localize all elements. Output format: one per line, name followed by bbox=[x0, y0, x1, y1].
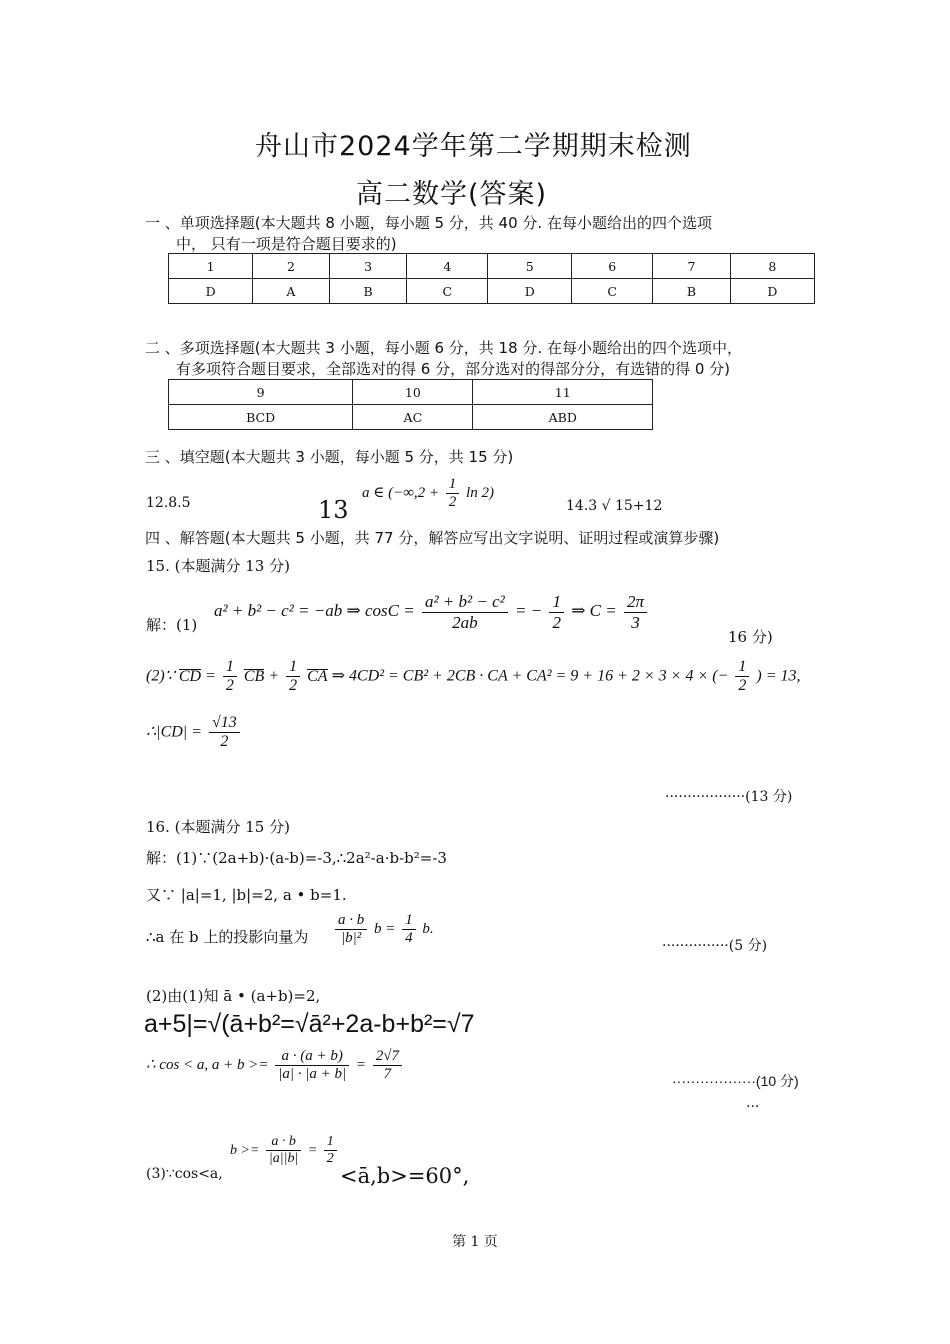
table-cell: 4 bbox=[407, 254, 488, 279]
page-subtitle: 高二数学(答案) bbox=[356, 179, 548, 210]
table-cell: C bbox=[407, 279, 488, 304]
q13-expr: a ∈ (−∞,2 + bbox=[362, 485, 440, 502]
table-cell: 9 bbox=[169, 380, 353, 405]
q12-answer: 12.8.5 bbox=[146, 495, 191, 511]
table-cell: 11 bbox=[473, 380, 653, 405]
q16-title: 16. (本题满分 15 分) bbox=[146, 818, 290, 836]
q16-line3-score: ···············(5 分) bbox=[662, 938, 768, 954]
q16-line7-tail: <ā,b>=60°, bbox=[340, 1164, 470, 1188]
q16-line5: a+5|=√(ā+b²=√ā²+2a-b+b²=√7 bbox=[144, 1010, 475, 1038]
section3-heading: 三 、填空题(本大题共 3 小题，每小题 5 分，共 15 分) bbox=[145, 448, 514, 466]
page-number: 第 1 页 bbox=[452, 1234, 498, 1250]
table-cell: D bbox=[730, 279, 814, 304]
q16-line4: (2)由(1)知 ā • (a+b)=2, bbox=[146, 987, 321, 1005]
q16-line1: 解：(1)∵(2a+b)·(a-b)=-3,∴2a²-a·b-b²=-3 bbox=[146, 849, 447, 867]
table-cell: 7 bbox=[653, 254, 731, 279]
table-cell: BCD bbox=[169, 405, 353, 430]
section2-heading: 二 、多项选择题(本大题共 3 小题，每小题 6 分，共 18 分. 在每小题给出的四个选项中， bbox=[145, 339, 742, 357]
q16-line6-math: ∴ cos < a, a + b >= $\frac{a \cdot (a + b)}{|a| \cdot |a + b|}$ = $\frac{2√7}{7}$ bbox=[146, 1048, 405, 1084]
q16-line6-dots: ··· bbox=[746, 1099, 760, 1115]
q16-line6-score: ··················(10 分) bbox=[672, 1073, 799, 1089]
table-cell: 10 bbox=[353, 380, 473, 405]
table-row bbox=[169, 254, 815, 279]
q13-number: 13 bbox=[318, 496, 349, 524]
q16-line7-label: (3)∵cos<a, bbox=[146, 1166, 223, 1182]
table-row bbox=[169, 279, 815, 304]
table-cell: B bbox=[329, 279, 407, 304]
section4-heading: 四 、解答题(本大题共 5 小题，共 77 分，解答应写出文字说明、证明过程或演算步骤) bbox=[145, 529, 720, 547]
table-cell: 3 bbox=[329, 254, 407, 279]
table-cell: ABD bbox=[473, 405, 653, 430]
q15-part2-score: ··················(13 分) bbox=[665, 789, 793, 805]
q15-part1-score: 16 分) bbox=[728, 628, 773, 646]
table-row bbox=[169, 380, 653, 405]
section2-heading-cont: 有多项符合题目要求，全部选对的得 6 分，部分选对的得部分分，有选错的得 0 分) bbox=[176, 360, 731, 378]
q15-part2-math: (2)∵ CD = $\frac{1}{2}$ CB + $\frac{1}{2}$ CA ⇒ 4CD² = CB² + 2CB · CA + CA² = 9 + 16 + 2 × 3 × 4 × (− $\frac{1}{2}$ ) = 13, bbox=[146, 658, 801, 695]
q13-fraction: $\frac{1}{2}$ bbox=[446, 476, 460, 512]
table-cell: 6 bbox=[572, 254, 653, 279]
q16-line3: ∴a 在 b 上的投影向量为 bbox=[146, 928, 309, 946]
table-cell: A bbox=[253, 279, 330, 304]
q15-part2-result: ∴|CD| = $\frac{√13}{2}$ bbox=[146, 714, 243, 752]
q15-part1-math: a² + b² − c² = −ab ⇒ cosC = $\frac{\text{a² + b² − c²}}{2ab}$ = − $\frac{1}{2}$ ⇒ C = $\frac{2\pi}{3}$ bbox=[214, 592, 650, 632]
section1-answer-table bbox=[168, 253, 815, 304]
table-cell: D bbox=[488, 279, 572, 304]
table-cell: 2 bbox=[253, 254, 330, 279]
table-cell: AC bbox=[353, 405, 473, 430]
section2-answer-table bbox=[168, 379, 653, 430]
page-title: 舟山市2024学年第二学期期末检测 bbox=[255, 131, 692, 162]
table-cell: B bbox=[653, 279, 731, 304]
q13-answer bbox=[362, 476, 494, 512]
table-cell: 8 bbox=[730, 254, 814, 279]
q16-line2: 又∵ |a|=1, |b|=2, a • b=1. bbox=[146, 886, 347, 904]
table-cell: 1 bbox=[169, 254, 253, 279]
q15-title: 15. (本题满分 13 分) bbox=[146, 557, 290, 575]
q16-line3-math: $\frac{a \cdot b}{\text{|b|²}}$ b = $\frac{1}{4}$ b. bbox=[332, 912, 434, 948]
q15-part1-label: 解：(1) bbox=[146, 616, 198, 634]
section1-heading: 一 、单项选择题(本大题共 8 小题，每小题 5 分，共 40 分. 在每小题给出的四个选项 bbox=[145, 214, 712, 232]
table-row bbox=[169, 405, 653, 430]
table-cell: 5 bbox=[488, 254, 572, 279]
q13-tail: ln 2) bbox=[466, 485, 494, 502]
section1-heading-cont: 中， 只有一项是符合题目要求的) bbox=[176, 235, 397, 253]
q16-line7-math: b >= $\frac{a \cdot b}{|a||b|}$ = $\frac{1}{2}$ bbox=[230, 1134, 340, 1167]
table-cell: D bbox=[169, 279, 253, 304]
q14-answer: 14.3 √ 15+12 bbox=[566, 498, 663, 514]
table-cell: C bbox=[572, 279, 653, 304]
